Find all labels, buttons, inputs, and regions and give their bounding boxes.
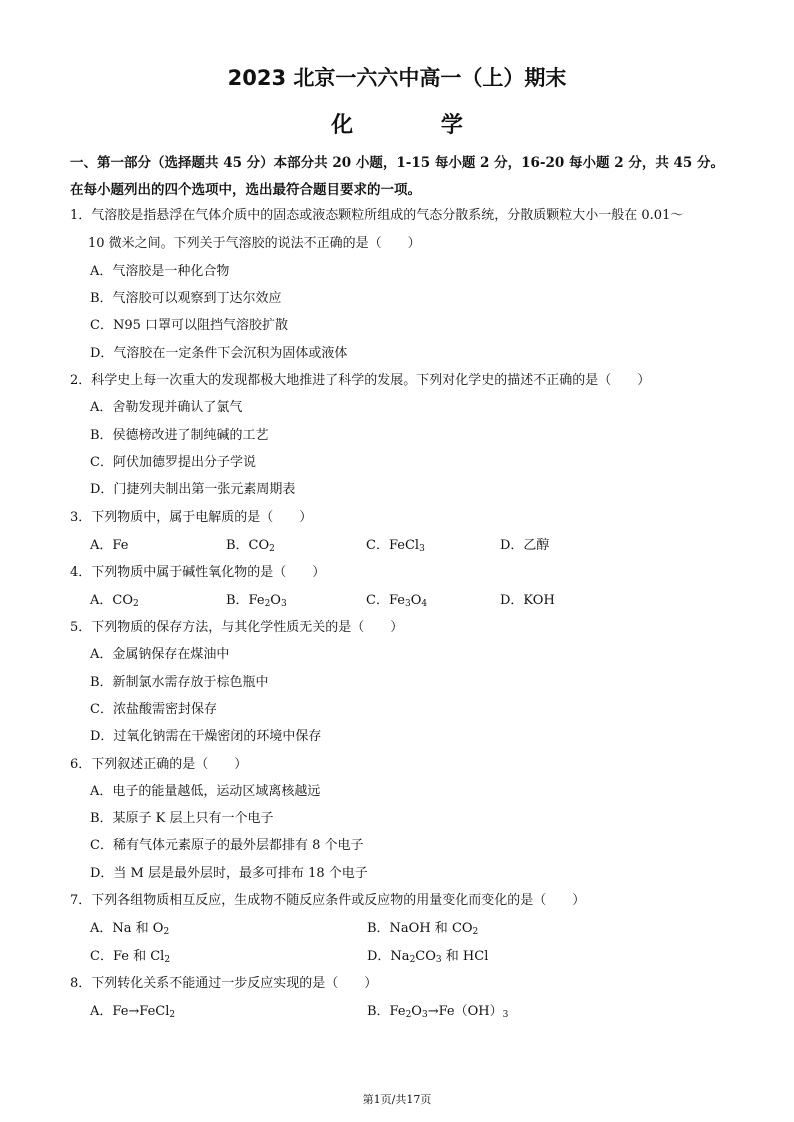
q3-stem: 3．下列物质中，属于电解质的是（ ） [70,510,313,525]
q1-option-d: D．气溶胶在一定条件下会沉积为固体或液体 [90,346,348,361]
q6-stem: 6．下列叙述正确的是（ ） [70,757,248,772]
q2-option-c: C．阿伏加德罗提出分子学说 [90,455,256,470]
q5-option-d: D．过氧化钠需在干燥密闭的环境中保存 [90,729,322,744]
q2-stem: 2．科学史上每一次重大的发现都极大地推进了科学的发展。下列对化学史的描述不正确的是（ ） [70,373,651,388]
q3-option-c: C．FeCl$_3$ [366,538,425,554]
q7-stem: 7．下列各组物质相互反应，生成物不随反应条件或反应物的用量变化而变化的是（ ） [70,893,586,908]
q1-stem-line1: 1．气溶胶是指悬浮在气体介质中的固态或液态颗粒所组成的气态分散系统，分散质颗粒大小一般在 0.01～ [70,208,684,223]
section-heading: 一、第一部分（选择题共 45 分）本部分共 20 小题，1-15 每小题 2 分，16-20 每小题 2 分，共 45 分。在每小题列出的四个选项中，选出最符合题目要求的一项。 [70,155,725,198]
q1-stem-line2: 10 微米之间。下列关于气溶胶的说法不正确的是（ ） [88,236,421,251]
q8-option-a: A．Fe→FeCl$_2$ [90,1004,176,1020]
exam-title: 2023 北京一六六中高一（上）期末 [227,66,567,90]
q6-option-d: D．当 M 层是最外层时，最多可排布 18 个电子 [90,866,368,881]
q7-option-c: C．Fe 和 $Cl_2$ [90,949,171,965]
q2-option-b: B．侯德榜改进了制纯碱的工艺 [90,428,269,443]
q2-option-a: A．舍勒发现并确认了氯气 [90,400,243,415]
q8-option-b: B．$Fe_2O_3\to Fe(OH)_3$ [367,1004,509,1020]
q7-option-d: D．$Na_2CO_3$ 和 HCl [367,949,489,965]
q2-option-d: D．门捷列夫制出第一张元素周期表 [90,482,296,497]
q3-option-b: B．$CO_2$ [226,538,275,554]
q1-option-a: A．气溶胶是一种化合物 [90,264,230,279]
q6-option-a: A．电子的能量越低，运动区域离核越远 [90,784,321,799]
q5-option-c: C．浓盐酸需密封保存 [90,702,217,717]
q4-stem: 4．下列物质中属于碱性氧化物的是（ ） [70,565,326,580]
q7-option-a: A．Na 和 $O_2$ [90,921,170,937]
q4-option-c: C．$Fe_3O_4$ [366,593,428,609]
q6-option-b: B．某原子 K 层上只有一个电子 [90,811,274,826]
q3-option-a: A．Fe [90,538,129,553]
q4-option-d: D．KOH [500,593,555,608]
q1-option-c: C．N95 口罩可以阻挡气溶胶扩散 [90,318,288,333]
q5-option-a: A．金属钠保存在煤油中 [90,647,230,662]
q6-option-c: C．稀有气体元素原子的最外层都排有 8 个电子 [90,838,364,853]
q4-option-a: A．$CO_2$ [90,593,139,609]
q5-stem: 5．下列物质的保存方法，与其化学性质无关的是（ ） [70,620,404,635]
q4-option-b: B．$Fe_2O_3$ [226,593,287,609]
q8-stem: 8．下列转化关系不能通过一步反应实现的是（ ） [70,976,378,991]
q1-option-b: B．气溶胶可以观察到丁达尔效应 [90,291,282,306]
q7-option-b: B．NaOH 和 $CO_2$ [367,921,479,937]
page-number: 第1页/共17页 [362,1093,432,1106]
q5-option-b: B．新制氯水需存放于棕色瓶中 [90,675,269,690]
q3-option-d: D．乙醇 [500,538,550,553]
subject-title: 化 学 [331,113,503,138]
